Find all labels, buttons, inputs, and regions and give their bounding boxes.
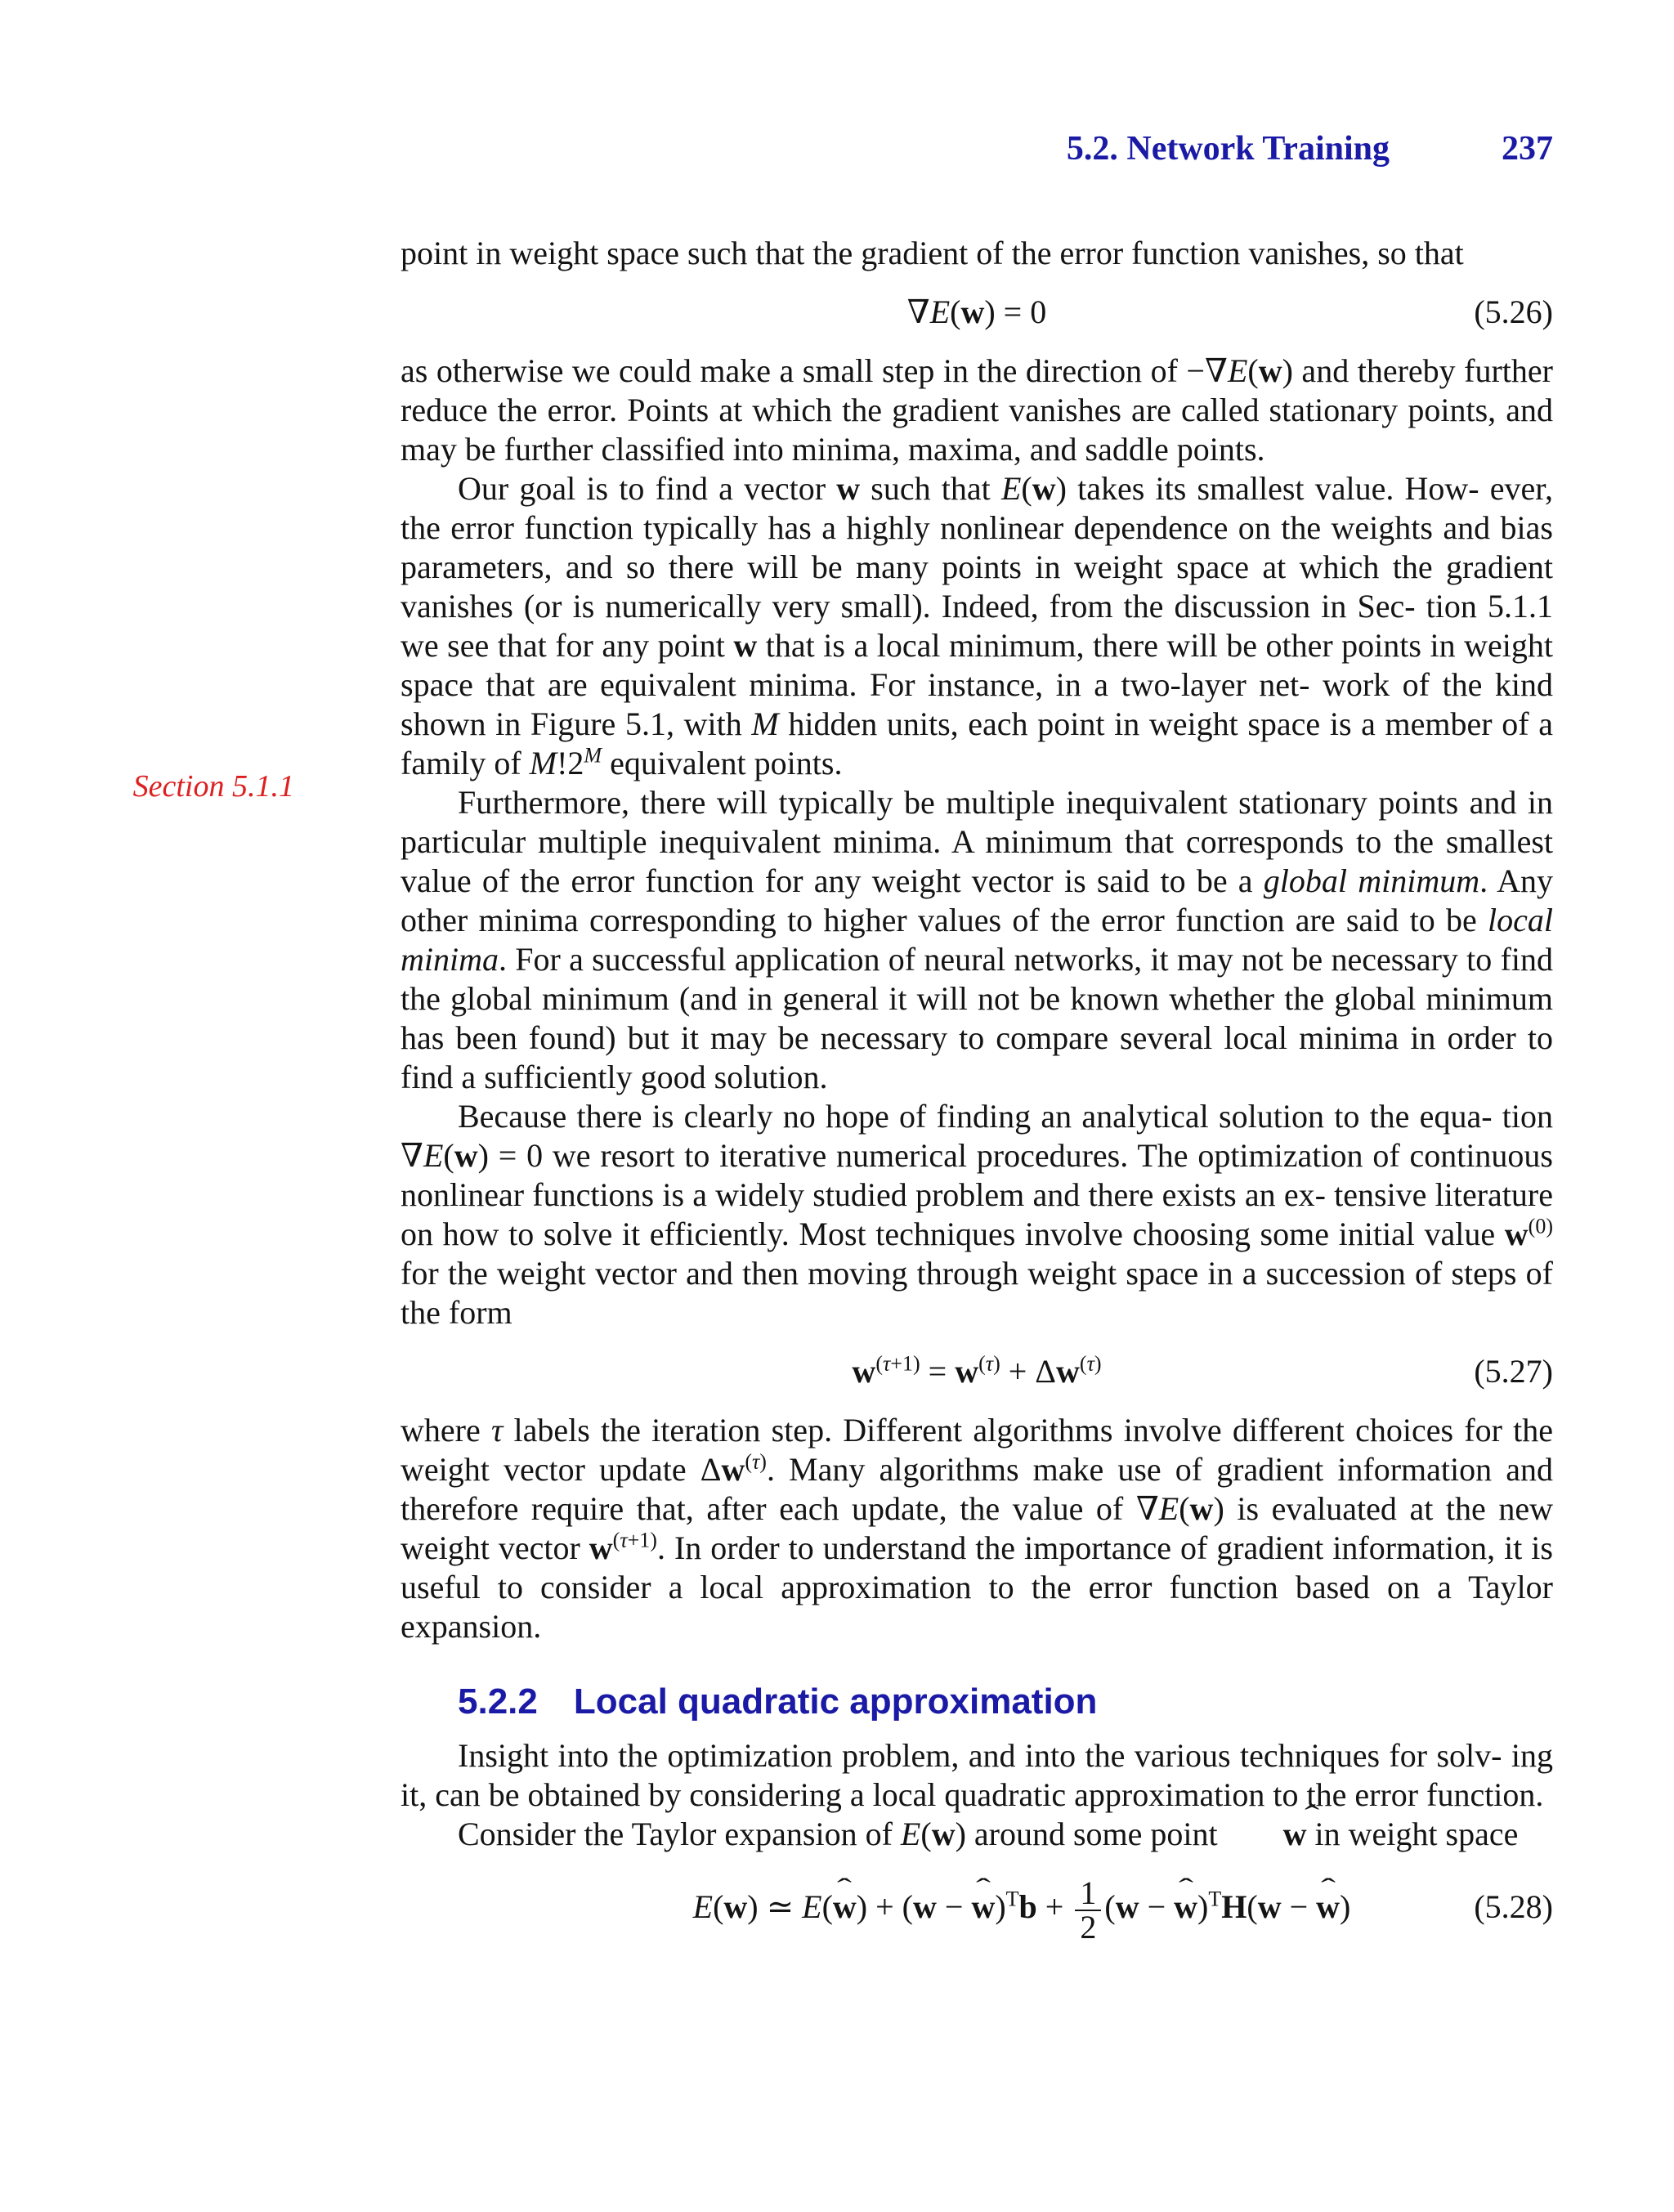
equation-number: (5.27): [1474, 1353, 1553, 1390]
paragraph-update: where τ labels the iteration step. Different algorithms involve different choices for the weight vector update $\Delta w^{(\tau)}$. Many algorithms make use of gradient information and therefore require that, after each update, the value of ∇E(w) is evaluated at the new weight vector $w^{(\tau+1)}$. In order to understand the importance of gradient information, it is useful to consider a local approximation to the error function based on a Taylor expansion.: [401, 1412, 1554, 1645]
equation-expression: $w^{(\tau+1)} = w^{(\tau)} + \Delta w^{(\tau)}$: [852, 1351, 1102, 1390]
paragraph-minima: Furthermore, there will typically be multiple inequivalent stationary points and in particular multiple inequivalent minima. A minimum that corresponds to the smallest value of the error function for any weight vector is said to be a global minimum. Any other minima corresponding to higher values of the error function are said to be local minima. For a successful application of neural networks, it may not be necessary to find the global minimum (and in general it will not be known whether the global minimum has been found) but it may be necessary to compare several local minima in order to find a sufficiently good solution.: [401, 784, 1553, 1095]
equation-expression: ∇E(w) = 0: [906, 293, 1047, 330]
running-header: 5.2. Network Training: [1066, 130, 1390, 168]
equation-5-26: [401, 273, 1553, 352]
equation-number: (5.26): [1474, 293, 1553, 330]
section-title: Local quadratic approximation: [573, 1681, 1098, 1722]
page-number: 237: [1502, 130, 1553, 168]
equation-5-28: [401, 1854, 1553, 1960]
equation-5-27: [401, 1332, 1553, 1411]
paragraph-taylor: Consider the Taylor expansion of E(w) around some point ˆ w in weight space: [401, 1815, 1553, 1854]
paragraph-insight: Insight into the optimization problem, and into the various techniques for solv- ing it, can be obtained by considering a local quadratic approximation to the error function.: [401, 1737, 1553, 1813]
section-number: 5.2.2: [458, 1681, 538, 1722]
paragraph-stationary: as otherwise we could make a small step in the direction of −∇E(w) and thereby further reduce the error. Points at which the gradient vanishes are called stationary points, and may be further classified into minima, maxima, and saddle points.: [401, 352, 1553, 468]
paragraph-goal: Our goal is to find a vector w such that E(w) takes its smallest value. How- ever, the error function typically has a highly nonlinear dependence on the weights and bias parameters, and so there will be many points in weight space at which the gradient vanishes (or is numerically very small). Indeed, from the discussion in Sec- tion 5.1.1 we see that for any point w that is a local minimum, there will be other points in weight space that are equivalent minima. For instance, in a two-layer net- work of the kind shown in Figure 5.1, with M hidden units, each point in weight space is a member of a family of $M!2^M$ equivalent points.: [401, 470, 1554, 781]
paragraph-intro: point in weight space such that the gradient of the error function vanishes, so that: [401, 235, 1464, 271]
equation-expression: E(w) ≃ E(ˆ w) + (w − ˆ w)$^T$b + $\frac{1}{2}$ (w − ˆ w)$^T$H(w − ˆ w): [401, 1854, 1553, 1960]
section-heading: [458, 1679, 1553, 1725]
paragraph-iterative: Because there is clearly no hope of finding an analytical solution to the equa- tion ∇E(w) = 0 we resort to iterative numerical procedures. The optimization of continuous nonlinear functions is a widely studied problem and there exists an ex- tensive literature on how to solve it efficiently. Most techniques involve choosing some initial value $w^{(0)}$ for the weight vector and then moving through weight space in a succession of steps of the form: [401, 1098, 1553, 1331]
text-column: [401, 234, 1553, 1960]
margin-note: Section 5.1.1: [132, 769, 294, 804]
equation-number: (5.28): [1474, 1888, 1553, 1925]
